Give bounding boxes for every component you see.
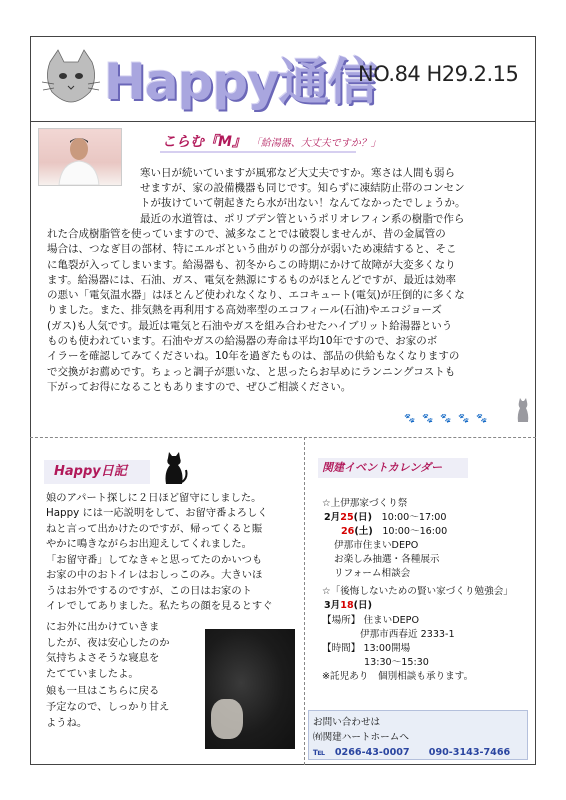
column-line: 場合は、つなぎ目の部材、特にエルボという曲がりの部分が弱いため凍結すると、そこ	[47, 243, 457, 255]
event2-month: 3月	[324, 600, 341, 611]
newsletter-title: Happy通信	[104, 53, 377, 111]
event2-note: ※託児あり 個別相談も承ります。	[322, 671, 474, 682]
event2-address: 伊那市西春近 2333-1	[360, 629, 455, 640]
diary-title: Happy日記	[44, 460, 150, 484]
section-divider-vertical	[304, 437, 305, 765]
contact-label: お問い合わせは	[313, 717, 381, 728]
diary-line: にお外に出かけていきま	[46, 621, 160, 633]
event2-time-label: 【時間】	[322, 643, 361, 654]
column-line: ものも使われています。石油やガスの給湯器の寿命は平均10年ですので、お家のボ	[47, 335, 438, 347]
event1-venue: 伊那市住まいDEPO	[334, 540, 419, 551]
column-line: 下がってお得になることもありますので、ぜひご相談ください。	[47, 381, 352, 393]
column-line: りました。また、排気熱を再利用する高効率型のエコフィール(石油)やエコジョーズ	[47, 304, 442, 316]
column-title-main: こらむ『M』	[162, 134, 246, 150]
column-line: の悪い「電気温水器」はほとんど使われなくなり、エコキュート(電気)が圧倒的に多くな	[47, 289, 465, 301]
event2-time1: 13:00開場	[363, 643, 411, 654]
contact-box	[308, 710, 528, 760]
event2-time-row	[322, 642, 410, 656]
contact-company: ㈲関建ハートホームへ	[313, 732, 409, 743]
column-line: で交換がお薦めです。ちょっと調子が悪いな、と思ったらお早めにランニングコストも	[47, 366, 456, 378]
column-line: せますが、家の設備機器も同じです。知らずに凍結防止帯のコンセン	[140, 182, 465, 194]
event2-weekday: (日)	[353, 600, 373, 611]
event1-day2-num: 26	[341, 526, 355, 537]
event2-place-label: 【場所】	[322, 615, 361, 626]
column-title	[162, 131, 381, 151]
event1-day1-num: 25	[340, 512, 354, 523]
event1-time2: 10:00～16:00	[372, 526, 448, 537]
diary-line: 娘も一旦はこちらに戻る	[46, 685, 160, 697]
event1-title: ☆上伊那家づくり祭	[322, 498, 408, 509]
diary-line: Happy には一応説明をして、お留守番よろしく	[46, 507, 268, 519]
event1-day1-weekday: (日)	[353, 512, 373, 523]
event2-title: ☆「後悔しないための賢い家づくり勉強会」	[322, 586, 513, 597]
event1-date1	[324, 511, 447, 525]
diary-line: ねと言って出かけたのですが、帰ってくると賑	[46, 523, 263, 535]
cat-photo-highlight	[211, 699, 243, 739]
diary-line: 「お留守番」してなきゃと思ってたのかいつも	[46, 554, 263, 566]
sleeping-cat-photo	[205, 629, 295, 749]
section-divider-horizontal	[30, 437, 536, 438]
event1-date2	[341, 525, 447, 539]
header-divider	[30, 121, 536, 122]
issue-number-date: NO.84 H29.2.15	[358, 62, 519, 86]
column-line: れた合成樹脂管を使っていますので、滅多なことでは破裂しませんが、昔の金属管の	[47, 228, 446, 240]
column-subtitle: 「給湯器、大丈夫ですか？」	[250, 138, 381, 149]
column-line: 寒い日が続いていますが風邪など大丈夫ですか。寒さは人間も弱ら	[140, 167, 455, 179]
contact-telephone: ℡ 0266-43-0007 090-3143-7466	[313, 747, 511, 758]
black-cat-icon	[162, 452, 188, 486]
diary-line: たてていましたよ。	[46, 668, 139, 680]
event2-place-row	[322, 614, 419, 628]
event1-time1: 10:00～17:00	[372, 512, 447, 523]
column-line: 最近の水道管は、ポリブデン管というポリオレフィン系の樹脂で作ら	[140, 213, 465, 225]
event-calendar-title: 関建イベントカレンダー	[318, 458, 468, 478]
event2-date	[324, 599, 372, 613]
diary-line: したが、夜は安心したのか	[46, 637, 170, 649]
column-line: (ガス)も人気です。最近は電気と石油やガスを組み合わせたハイブリット給湯器という	[47, 320, 453, 332]
author-photo	[38, 128, 122, 186]
diary-line: やかに鳴きながらお出迎えしてくれました。	[46, 538, 252, 550]
column-line: に亀裂が入ってしまいます。給湯器も、初冬からこの時期にかけて故障が大変多くなり	[47, 259, 456, 271]
diary-line: 予定なので、しっかり甘え	[46, 701, 170, 713]
column-line: イラーを確認してみてくださいね。10年を過ぎたものは、部品の供給もなくなりますの	[47, 350, 460, 362]
column-line: ます。給湯器には、石油、ガス、電気を熱源にするものがほとんどですが、最近は効率	[47, 274, 456, 286]
column-line: トが抜けていて朝起きたら水が出ない！なんてなかったでしょうか。	[140, 197, 466, 209]
event1-note1: お楽しみ抽選・各種展示	[334, 554, 440, 565]
diary-line: うはお外でするのですが、この日はお家のト	[46, 585, 252, 597]
event2-day-num: 18	[340, 600, 354, 611]
event1-month: 2月	[324, 512, 341, 523]
paw-prints-icon: 🐾 🐾 🐾 🐾 🐾	[404, 414, 490, 424]
sitting-cat-icon	[516, 398, 530, 424]
diary-line: イレでしてありました。私たちの顔を見るとすぐ	[46, 600, 273, 612]
event1-day2-weekday: (土)	[354, 526, 373, 537]
diary-line: お家の中のおトイレはおしっこのみ。大きいほ	[46, 569, 263, 581]
column-title-underline	[160, 151, 356, 153]
diary-line: 娘のアパート探しに２日ほど留守にしました。	[46, 492, 262, 504]
diary-line: ようね。	[46, 717, 88, 729]
cat-head-illustration-icon	[40, 48, 102, 104]
diary-line: 気持ちよさそうな寝息を	[46, 652, 160, 664]
event2-time2: 13:30～15:30	[364, 657, 429, 668]
event2-place: 住まいDEPO	[363, 615, 420, 626]
event1-note2: リフォーム相談会	[334, 568, 411, 579]
